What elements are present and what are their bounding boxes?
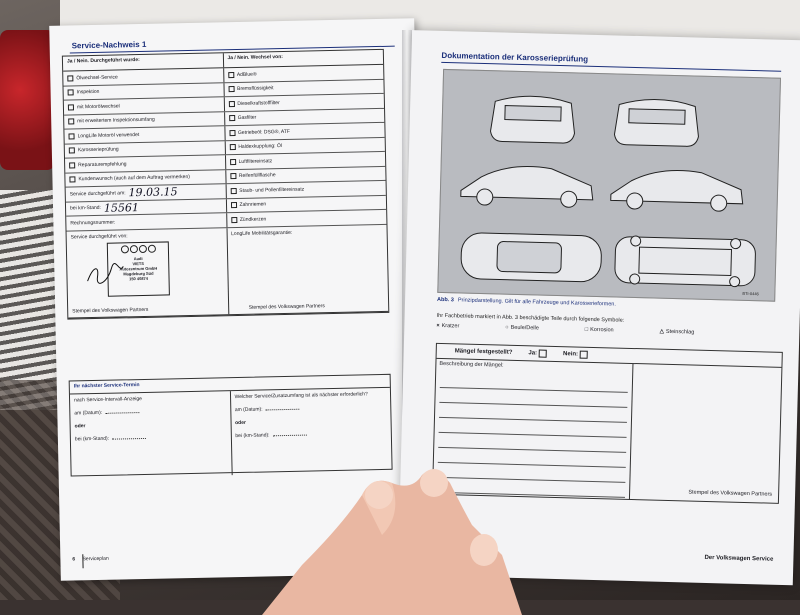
row-label: Rechnungsnummer: [70,219,116,227]
checkbox [228,101,234,107]
dealer-stamp: Audi VIETS Autozentrum GmbH Magdeburg Süd 150 40874 [107,241,170,296]
checkbox [229,144,235,150]
checkbox [229,130,235,136]
row-label: AdBlue® [236,71,257,78]
row-label: Gasfilter [237,114,257,122]
legend-item-stone-chip: △ Steinschlag [659,328,695,336]
caption-text: Prinzipdarstellung. Gilt für alle Fahrzeuge und Karosserieformen. [457,297,616,308]
checkbox [230,173,236,179]
row-label: Zahnriemen [239,201,267,209]
yes-option: Ja: [528,349,547,357]
row-label: Zündkerzen [239,216,267,223]
car-front-view [614,98,699,146]
checkbox [69,162,75,168]
marking-instructions: Ihr Fachbetrieb markiert in Abb. 3 beschädigte Teile durch folgende Symbole: [436,312,625,324]
handwritten-km: 15561 [103,200,140,215]
row-label: Luftfiltereinsatz [238,157,273,165]
next-item: oder [74,423,86,430]
next-item: am (Datum): [235,404,387,413]
checkbox [228,86,234,92]
legend-item-dent: ○ Beule/Delle [505,324,539,332]
stamp-caption: Stempel des Volkswagen Partners [248,302,325,311]
car-underbody-view [615,235,756,287]
no-option: Nein: [563,350,588,359]
row-label: mit erweitertem Inspektionsumfang [77,116,155,125]
row-label: Bremsflüssigkeit [237,85,274,93]
checkbox [230,188,236,194]
next-item: am (Datum): [74,407,226,416]
checkbox [230,202,236,208]
symbol-legend [436,323,776,338]
row-label: Staub- und Pollenfiltereinsatz [239,186,305,194]
service-table [62,49,389,319]
page-title: Dokumentation der Karosserieprüfung [441,50,589,64]
checkbox [69,148,75,154]
checkbox [228,72,234,78]
stamp-caption: Stempel des Volkswagen Partners [688,489,773,498]
row-label: Reifenfüllflasche [238,172,276,180]
row-label: mit Motorölwechsel [76,103,120,111]
next-item: bei (km-Stand): [235,430,387,439]
description-label: Beschreibung der Mängel: [439,360,504,369]
legend-item-corrosion: □ Korrosion [584,326,614,334]
row-label: Service durchgeführt am: [69,190,126,198]
checkbox [231,217,237,223]
row-label: Dieselkraftstofffilter [237,99,280,107]
checkbox [580,351,588,359]
page-footer [72,556,108,563]
next-item: Welcher Service/Zusatzumfang ist als nächster erforderlich? [234,391,368,401]
checkbox [230,159,236,165]
row-label: Reparaturempfehlung [78,161,127,169]
next-item: bei (km-Stand): [75,433,227,442]
car-side-left [461,165,594,208]
page-number: 6 [72,556,76,563]
caption-label: Abb. 3 [437,296,454,304]
stamp-area [67,224,389,318]
hand-thumb [262,455,522,615]
signature [85,260,126,286]
page-footer: Der Volkswagen Service [704,554,774,563]
red-object [0,30,55,170]
checkbox [68,104,74,110]
next-service-title: Ihr nächster Service-Termin [70,375,390,395]
audi-rings-icon [108,244,168,253]
footer-text: Serviceplan [82,555,109,563]
striped-cloth [0,190,60,410]
car-side-right [611,169,744,212]
row-label: Kundenwunsch (auch auf dem Auftrag vermerken) [78,174,190,183]
car-body-diagram [437,69,781,302]
checkbox [68,133,74,139]
checkbox [229,115,235,121]
car-rear-view [490,95,575,143]
car-top-view [461,232,602,282]
checkbox [67,75,73,81]
legend-item-scratch: × Kratzer [436,322,460,330]
checkbox [69,177,75,183]
row-label: LongLife Motoröl verwendet [77,131,140,140]
header-performed: Ja / Nein. Durchgeführt wurde: [66,56,140,65]
checkbox [68,119,74,125]
row-label: Ölwechsel-Service [76,74,118,82]
service-by-label: Service durchgeführt von: [70,232,128,240]
row-label: bei km-Stand: [69,205,101,212]
figure-caption [437,297,616,308]
handwritten-date: 19.03.15 [128,185,178,200]
stamp-caption: Stempel des Volkswagen Partners [72,306,149,314]
svg-text:BTI-0446: BTI-0446 [742,290,759,297]
checkbox [68,90,74,96]
next-item: oder [235,419,246,427]
next-item: nach Service-Intervall-Anzeige [74,396,142,404]
longlife-label: LongLife Mobilitätsgarantie: [231,229,293,237]
row-label: Karosserieprüfung [77,146,119,154]
checkbox [539,350,547,358]
header-replaced: Ja / Nein. Wechsel von: [222,50,383,67]
row-label: Inspektion [76,89,100,96]
page-title: Service-Nachweis 1 [71,39,147,51]
defects-question: Mängel festgestellt? [454,348,513,356]
row-label: Getriebeöl: DSG®, ATF [237,128,291,136]
row-label: Haldexkupplung: Öl [238,143,283,151]
